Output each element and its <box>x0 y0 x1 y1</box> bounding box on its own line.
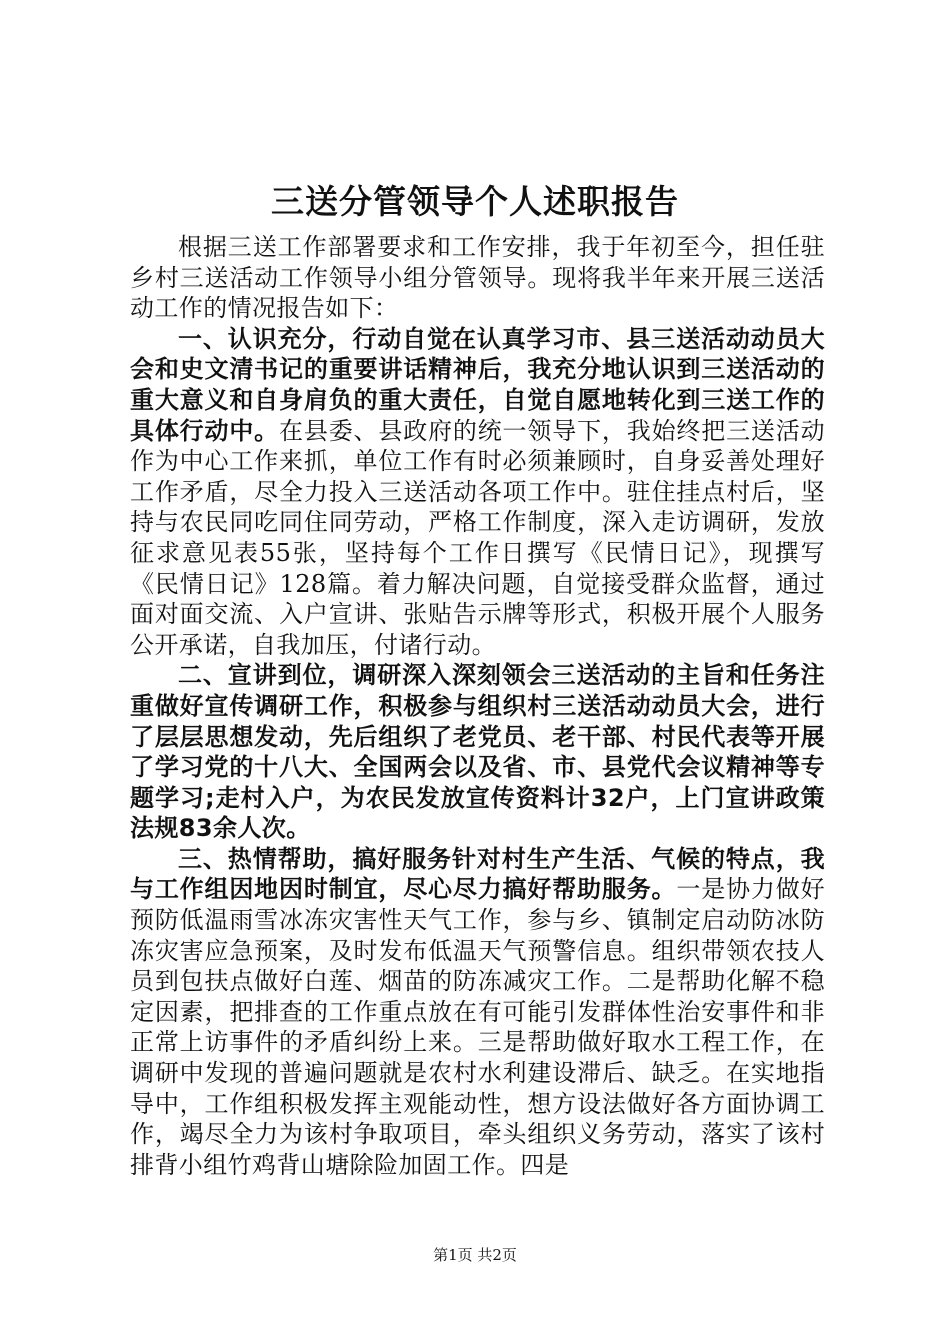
page-footer: 第1页 共2页 <box>433 1246 517 1264</box>
paragraph-intro <box>130 232 825 324</box>
paragraph-lead: 二、宣讲到位，调研深入深刻领会三送活动的主旨和任务注重做好宣传调研工作，积极参与组织村三送活动动员大会，进行了层层思想发动，先后组织了老党员、老干部、村民代表等开展了学习党的十八大、全国两会以及省、市、县党代会议精神等专题学习;走村入户，为农民发放宣传资料计32户，上门宣讲政策法规83余人次。 <box>130 661 825 843</box>
paragraph-section-3 <box>130 844 825 1181</box>
paragraph-section-2 <box>130 660 825 844</box>
document-title: 三送分管领导个人述职报告 <box>271 182 679 221</box>
paragraph-lead: 一、认识充分，行动自觉在认真学习市、县三送活动动员大会和史文清书记的重要讲话精神后，我充分地认识到三送活动的重大意义和自身肩负的重大责任，自觉自愿地转化到三送工作的具体行动中。 <box>130 324 825 445</box>
paragraph-text: 根据三送工作部署要求和工作安排，我于年初至今，担任驻乡村三送活动工作领导小组分管领导。现将我半年来开展三送活动工作的情况报告如下： <box>130 233 825 323</box>
paragraph-section-1 <box>130 324 825 661</box>
paragraph-text: 一是协力做好预防低温雨雪冰冻灾害性天气工作，参与乡、镇制定启动防冰防冻灾害应急预案，及时发布低温天气预警信息。组织带领农技人员到包扶点做好白莲、烟苗的防冻减灾工作。二是帮助化解不稳定因素，把排查的工作重点放在有可能引发群体性治安事件和非正常上访事件的矛盾纠纷上来。三是帮助做好取水工程工作，在调研中发现的普遍问题就是农村水利建设滞后、缺乏。在实地指导中，工作组积极发挥主观能动性，想方设法做好各方面协调工作，竭尽全力为该村争取项目，牵头组织义务劳动，落实了该村排背小组竹鸡背山塘除险加固工作。四是 <box>130 875 825 1179</box>
paragraph-text: 在县委、县政府的统一领导下，我始终把三送活动作为中心工作来抓，单位工作有时必须兼顾时，自身妥善处理好工作矛盾，尽全力投入三送活动各项工作中。驻住挂点村后，坚持与农民同吃同住同劳动，严格工作制度，深入走访调研，发放征求意见表55张，坚持每个工作日撰写《民情日记》，现撰写《民情日记》128篇。着力解决问题，自觉接受群众监督，通过面对面交流、入户宣讲、张贴告示牌等形式，积极开展个人服务公开承诺，自我加压，付诸行动。 <box>130 416 825 659</box>
paragraph-lead: 三、热情帮助，搞好服务针对村生产生活、气候的特点，我与工作组因地因时制宜，尽心尽力搞好帮助服务。 <box>130 844 825 904</box>
document-body <box>130 232 825 1180</box>
